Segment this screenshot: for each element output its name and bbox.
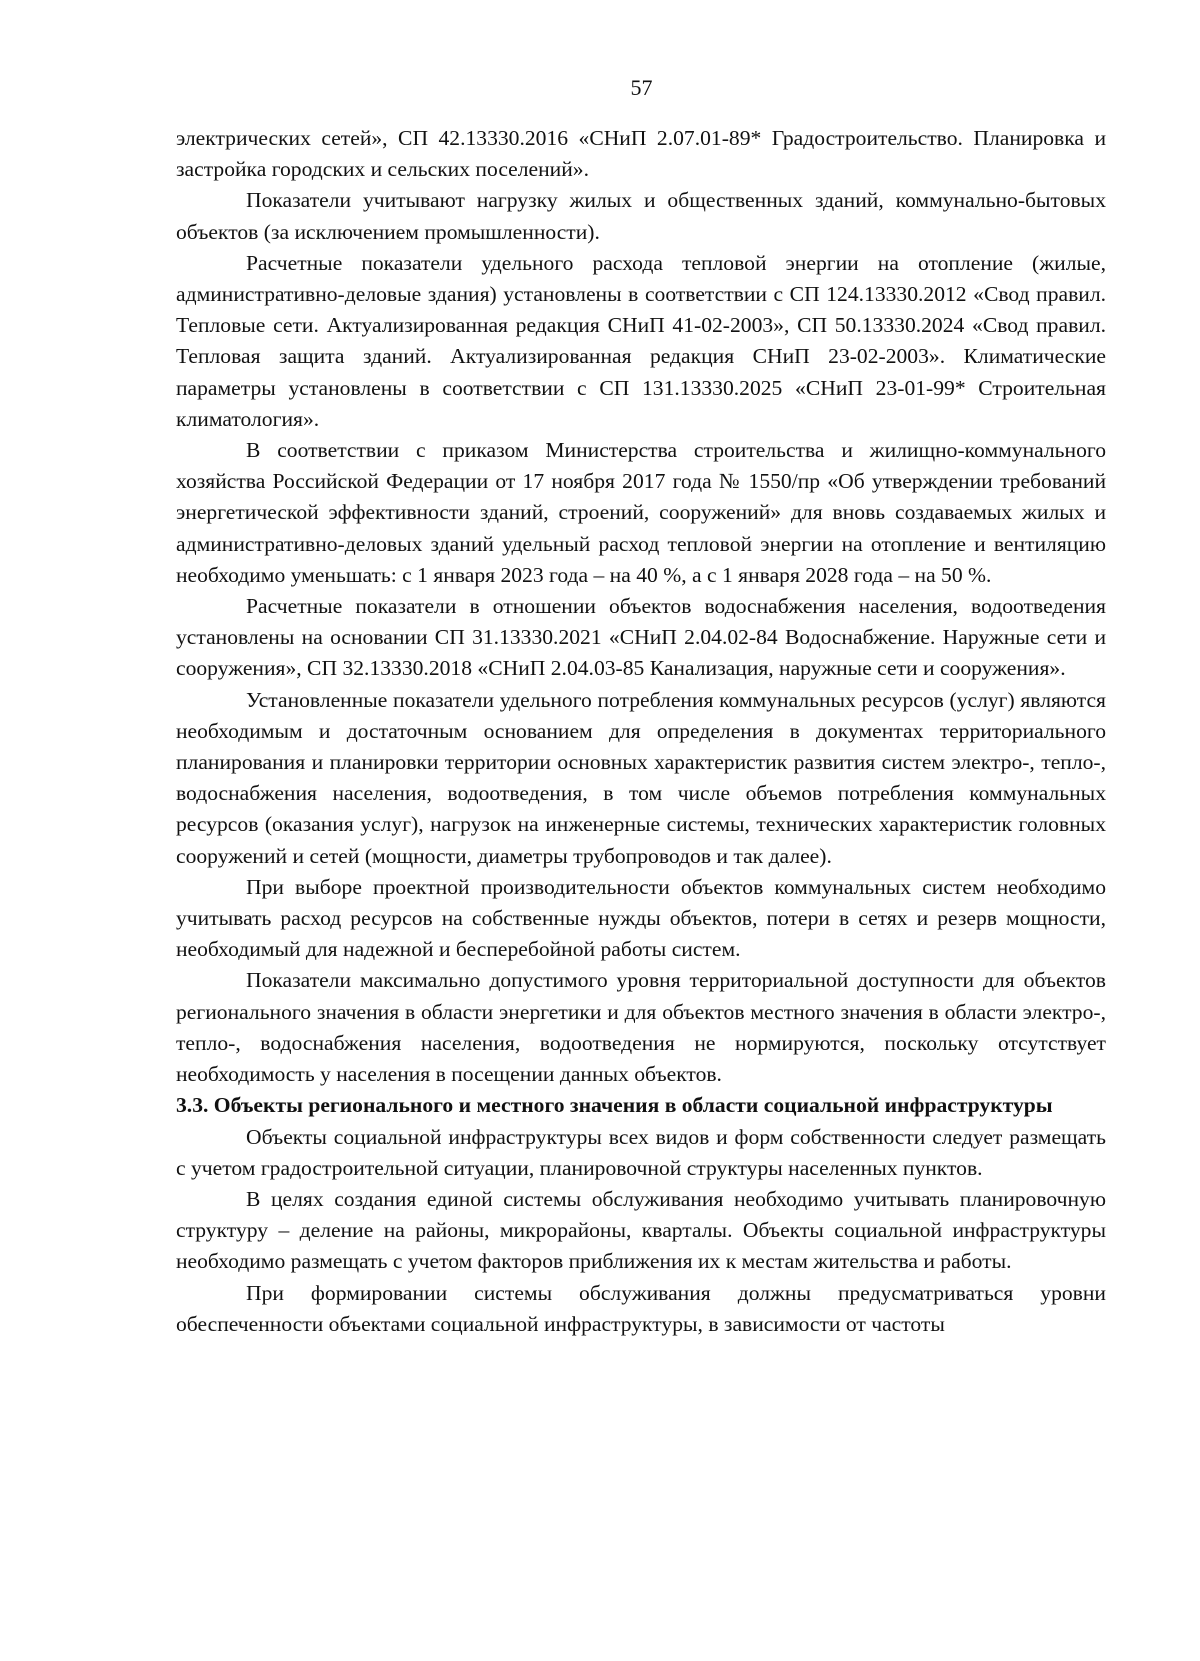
paragraph: Установленные показатели удельного потребления коммунальных ресурсов (услуг) являются необходимым и достаточным основанием для определения в документах территориального планирования и планировки территории основных характеристик развития систем электро-, тепло-, водоснабжения населения, водоотведения, в том числе объемов потребления коммунальных ресурсов (оказания услуг), нагрузок на инженерные системы, технических характеристик головных сооружений и сетей (мощности, диаметры трубопроводов и так далее). xyxy=(176,687,1106,868)
document-body xyxy=(176,123,1106,1340)
section-heading: 3.3. Объекты регионального и местного значения в области социальной инфраструктуры xyxy=(176,1093,1053,1118)
paragraph: Расчетные показатели в отношении объектов водоснабжения населения, водоотведения установлены на основании СП 31.13330.2021 «СНиП 2.04.02-84 Водоснабжение. Наружные сети и сооружения», СП 32.13330.2018 «СНиП 2.04.03-85 Канализация, наружные сети и сооружения». xyxy=(176,594,1106,681)
paragraph-continuation: электрических сетей», СП 42.13330.2016 «СНиП 2.07.01-89* Градостроительство. Планировка и застройка городских и сельских поселений». xyxy=(176,126,1106,182)
paragraph: При выборе проектной производительности объектов коммунальных систем необходимо учитывать расход ресурсов на собственные нужды объектов, потери в сетях и резерв мощности, необходимый для надежной и бесперебойной работы систем. xyxy=(176,874,1106,962)
paragraph: В целях создания единой системы обслуживания необходимо учитывать планировочную структуру – деление на районы, микрорайоны, кварталы. Объекты социальной инфраструктуры необходимо размещать с учетом факторов приближения их к местам жительства и работы. xyxy=(176,1186,1106,1274)
paragraph: При формировании системы обслуживания должны предусматриваться уровни обеспеченности объектами социальной инфраструктуры, в зависимости от частоты xyxy=(176,1280,1106,1336)
paragraph: Показатели учитывают нагрузку жилых и общественных зданий, коммунально-бытовых объектов (за исключением промышленности). xyxy=(176,188,1106,244)
page-number: 57 xyxy=(630,75,653,100)
paragraph: Расчетные показатели удельного расхода тепловой энергии на отопление (жилые, административно-деловые здания) установлены в соответствии с СП 124.13330.2012 «Свод правил. Тепловые сети. Актуализированная редакция СНиП 41-02-2003», СП 50.13330.2024 «Свод правил. Тепловая защита зданий. Актуализированная редакция СНиП 23-02-2003». Климатические параметры установлены в соответствии с СП 131.13330.2025 «СНиП 23-01-99* Строительная климатология». xyxy=(176,250,1106,431)
paragraph: Объекты социальной инфраструктуры всех видов и форм собственности следует размещать с учетом градостроительной ситуации, планировочной структуры населенных пунктов. xyxy=(176,1124,1106,1180)
paragraph: Показатели максимально допустимого уровня территориальной доступности для объектов регионального значения в области энергетики и для объектов местного значения в области электро-, тепло-, водоснабжения населения, водоотведения не нормируются, поскольку отсутствует необходимость у населения в посещении данных объектов. xyxy=(176,968,1106,1087)
paragraph: В соответствии с приказом Министерства строительства и жилищно-коммунального хозяйства Российской Федерации от 17 ноября 2017 года № 1550/пр «Об утверждении требований энергетической эффективности зданий, строений, сооружений» для вновь создаваемых жилых и административно-деловых зданий удельный расход тепловой энергии на отопление и вентиляцию необходимо уменьшать: с 1 января 2023 года – на 40 %, а с 1 января 2028 года – на 50 %. xyxy=(176,438,1106,587)
